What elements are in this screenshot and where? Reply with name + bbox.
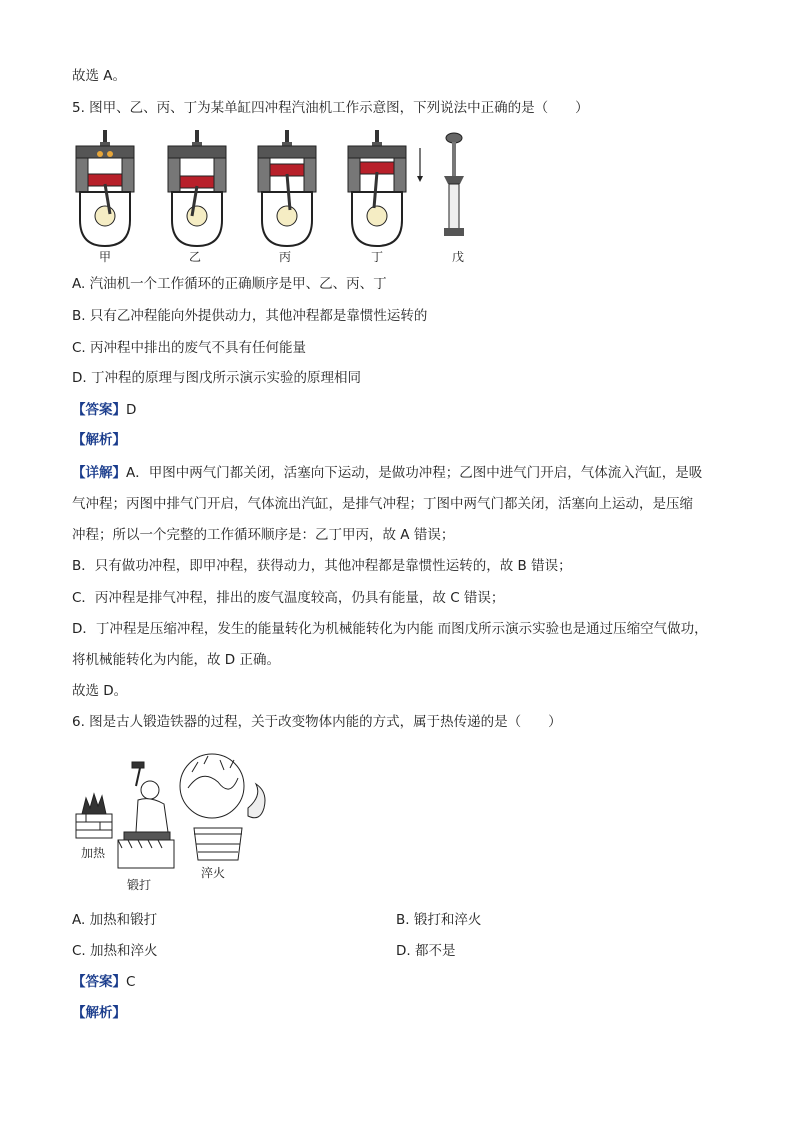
question-6-stem: 6. 图是古人锻造铁器的过程，关于改变物体内能的方式，属于热传递的是（ ） [72, 714, 562, 730]
detail-line-3: 冲程；所以一个完整的工作循环顺序是：乙丁甲丙，故 A 错误； [72, 527, 455, 543]
option-b: B. 锻打和淬火 [396, 912, 482, 928]
text-line: 故选 A。 [72, 68, 127, 84]
detail-label: 【详解】 [72, 465, 126, 481]
answer-value: D [126, 402, 137, 418]
apparatus-label-wu: 戊 [451, 250, 464, 264]
analysis-6-label [72, 1003, 126, 1023]
option-a: A. 汽油机一个工作循环的正确顺序是甲、乙、丙、丁 [72, 276, 387, 292]
answer-value: C [126, 974, 136, 990]
engine-label-yi: 乙 [188, 250, 201, 264]
engine-strokes-svg [70, 128, 470, 268]
detail-line-5: C．丙冲程是排气冲程，排出的废气温度较高，仍具有能量，故 C 错误； [72, 590, 505, 606]
engine-label-ding: 丁 [370, 250, 383, 264]
detail-line-7: 将机械能转化为内能，故 D 正确。 [72, 652, 280, 668]
detail-line-1 [72, 463, 702, 483]
text-line: 故选 D。 [72, 683, 128, 699]
answer-6 [72, 972, 135, 992]
detail-line-4: B．只有做功冲程，即甲冲程，获得动力，其他冲程都是靠惯性运转的，故 B 错误； [72, 558, 572, 574]
label-quenching: 淬火 [200, 866, 225, 880]
option-c: C. 加热和淬火 [72, 943, 158, 959]
forging-figure [72, 748, 272, 894]
detail-line-6: D．丁冲程是压缩冲程，发生的能量转化为机械能转化为内能 而图戊所示演示实验也是通过压缩空气做功， [72, 621, 708, 637]
analysis-label: 【解析】 [72, 432, 126, 448]
detail-line-2: 气冲程；丙图中排气门开启，气体流出汽缸，是排气冲程；丁图中两气门都关闭，活塞向上运动，是压缩 [72, 496, 693, 512]
option-a: A. 加热和锻打 [72, 912, 158, 928]
label-heating: 加热 [80, 846, 105, 860]
air-compression-apparatus [417, 133, 464, 236]
option-d: D. 丁冲程的原理与图戊所示演示实验的原理相同 [72, 370, 361, 386]
engine-figure [70, 128, 470, 268]
answer-5 [72, 400, 136, 420]
option-b: B. 只有乙冲程能向外提供动力，其他冲程都是靠惯性运转的 [72, 308, 428, 324]
label-forging: 锻打 [126, 878, 151, 892]
answer-label: 【答案】 [72, 402, 126, 418]
answer-label: 【答案】 [72, 974, 126, 990]
forging-illustration [72, 748, 272, 894]
analysis-5-label [72, 430, 126, 450]
detail-text: A．甲图中两气门都关闭，活塞向下运动，是做功冲程；乙图中进气门开启，气体流入汽缸，是吸 [126, 465, 703, 481]
option-d: D. 都不是 [396, 943, 456, 959]
analysis-label: 【解析】 [72, 1005, 126, 1021]
option-c: C. 丙冲程中排出的废气不具有任何能量 [72, 340, 307, 356]
question-5-stem: 5. 图甲、乙、丙、丁为某单缸四冲程汽油机工作示意图，下列说法中正确的是（ ） [72, 100, 589, 116]
engine-label-jia: 甲 [98, 250, 111, 264]
engine-label-bing: 丙 [278, 250, 291, 264]
